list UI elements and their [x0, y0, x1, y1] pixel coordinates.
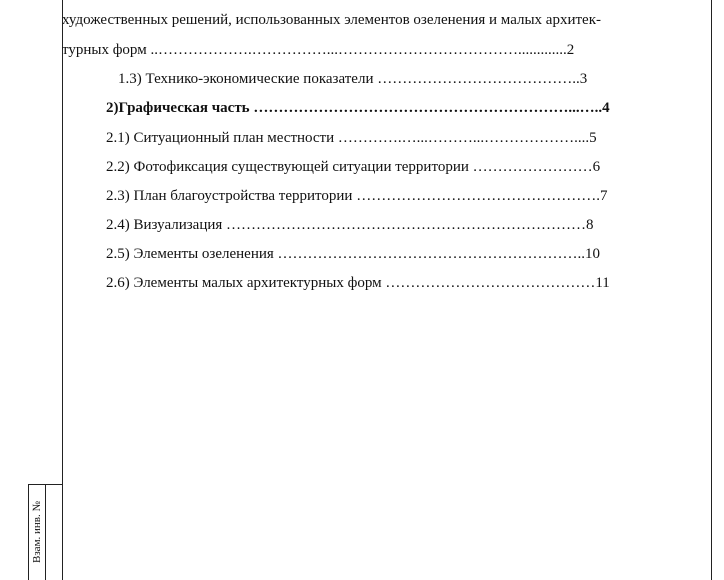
- stamp-label-text: Взам. инв. №: [31, 501, 43, 563]
- page-frame-right-border: [711, 0, 712, 580]
- side-stamp-box: [28, 484, 62, 580]
- toc-continuation-line-1: художественных решений, использованных элементов озеленения и малых архитек-: [62, 12, 601, 28]
- toc-item-2-2: 2.2) Фотофиксация существующей ситуации территории ……………………6: [106, 159, 601, 175]
- toc-item-2-6: 2.6) Элементы малых архитектурных форм ……………………………………11: [106, 275, 610, 291]
- toc-item-1-3: 1.3) Технико-экономические показатели …………………………………..3: [118, 71, 588, 87]
- toc-section-2-heading: 2)Графическая часть ………………………………………………………...…..4: [106, 100, 610, 116]
- toc-item-2-4: 2.4) Визуализация ………………………………………………………………8: [106, 217, 594, 233]
- toc-item-2-3: 2.3) План благоустройства территории ………………………………………….7: [106, 188, 608, 204]
- toc-item-2-5: 2.5) Элементы озеленения ……………………………………………………..10: [106, 246, 601, 262]
- stamp-label-cell: [29, 484, 45, 580]
- toc-item-2-1: 2.1) Ситуационный план местности ………….…...………...………………....5: [106, 130, 597, 146]
- page-frame-left-border: [62, 0, 63, 580]
- stamp-border-middle: [45, 484, 46, 580]
- toc-continuation-line-2: турных форм ..……………….……………...……………………………….............2: [62, 42, 575, 58]
